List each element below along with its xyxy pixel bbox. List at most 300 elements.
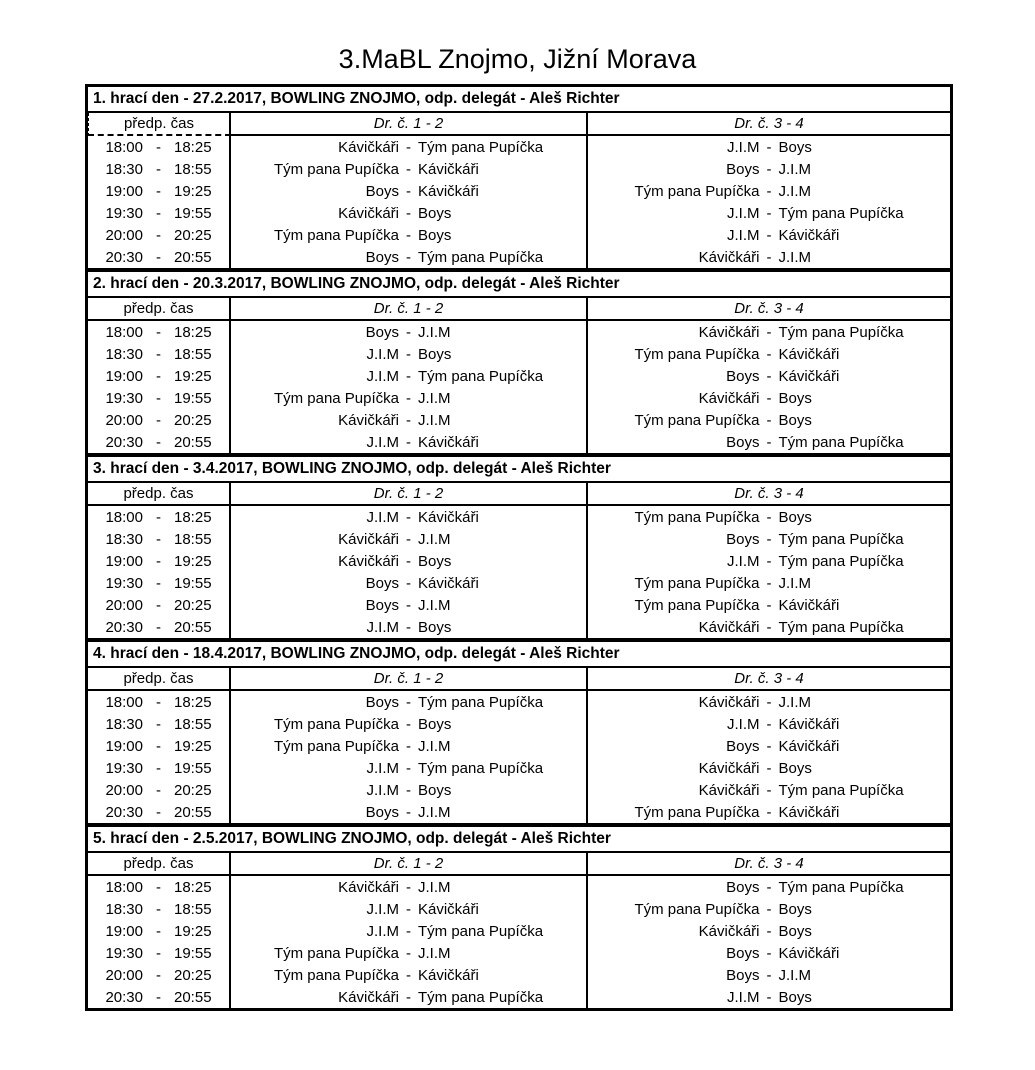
away-team: Kávičkáři: [418, 966, 479, 984]
home-team: Boys: [726, 160, 760, 178]
match-lanes-1-2: [231, 224, 588, 246]
home-team: Boys: [365, 596, 399, 614]
time-cell: [88, 986, 231, 1008]
schedule-row: [88, 365, 950, 387]
time-start: 18:30: [105, 160, 143, 178]
day-header-text: 5. hrací den - 2.5.2017, BOWLING ZNOJMO, odp. delegát - Aleš Richter: [93, 830, 611, 847]
time-separator-dash: -: [156, 922, 161, 940]
time-cell: [88, 876, 231, 898]
away-team: Kávičkáři: [778, 367, 840, 385]
schedule-row: [88, 202, 950, 224]
time-column-header: předp. čas: [88, 483, 231, 506]
match-separator-dash: -: [406, 138, 411, 156]
away-team: J.I.M: [778, 574, 811, 592]
home-team: Kávičkáři: [338, 552, 399, 570]
time-end: 18:55: [174, 345, 212, 363]
away-team: Tým pana Pupíčka: [418, 248, 544, 266]
match-lanes-1-2: [231, 246, 588, 268]
match-separator-dash: -: [766, 878, 772, 896]
away-team: Boys: [778, 138, 812, 156]
home-team: Boys: [365, 803, 399, 821]
away-team: J.I.M: [778, 182, 811, 200]
away-team: J.I.M: [778, 693, 811, 711]
match-lanes-1-2: [231, 365, 588, 387]
schedule-row: [88, 801, 950, 823]
home-team: J.I.M: [366, 900, 399, 918]
time-separator-dash: -: [156, 433, 161, 451]
match-lanes-1-2: [231, 942, 588, 964]
home-team: J.I.M: [366, 781, 399, 799]
match-lanes-3-4: [588, 691, 950, 713]
time-end: 20:55: [174, 803, 212, 821]
time-separator-dash: -: [156, 530, 161, 548]
time-end: 18:25: [174, 138, 212, 156]
match-separator-dash: -: [766, 389, 772, 407]
time-cell: [88, 202, 231, 224]
match-separator-dash: -: [406, 878, 411, 896]
time-column-header: předp. čas: [88, 853, 231, 876]
away-team: Boys: [778, 988, 812, 1006]
match-separator-dash: -: [766, 323, 772, 341]
time-start: 18:00: [105, 878, 143, 896]
day-section: [88, 453, 950, 638]
match-lanes-1-2: [231, 321, 588, 343]
time-separator-dash: -: [156, 966, 161, 984]
away-team: Tým pana Pupíčka: [778, 433, 904, 451]
match-lanes-3-4: [588, 735, 950, 757]
day-section: [88, 638, 950, 823]
away-team: Tým pana Pupíčka: [778, 781, 904, 799]
schedule-row: [88, 409, 950, 431]
column-header-row: [88, 668, 950, 691]
home-team: Tým pana Pupíčka: [273, 226, 399, 244]
match-separator-dash: -: [766, 781, 772, 799]
home-team: Boys: [726, 433, 760, 451]
time-separator-dash: -: [156, 900, 161, 918]
time-cell: [88, 898, 231, 920]
schedule-row: [88, 735, 950, 757]
schedule-row: [88, 594, 950, 616]
match-separator-dash: -: [406, 574, 411, 592]
time-separator-dash: -: [156, 323, 161, 341]
schedule-row: [88, 158, 950, 180]
schedule-row: [88, 757, 950, 779]
home-team: Tým pana Pupíčka: [273, 389, 399, 407]
home-team: Kávičkáři: [698, 248, 760, 266]
time-cell: [88, 691, 231, 713]
time-end: 20:25: [174, 411, 212, 429]
time-start: 19:30: [105, 944, 143, 962]
lanes-3-4-column-header: Dr. č. 3 - 4: [588, 298, 950, 321]
away-team: Kávičkáři: [418, 508, 479, 526]
home-team: Boys: [726, 878, 760, 896]
away-team: Kávičkáři: [418, 900, 479, 918]
match-lanes-3-4: [588, 506, 950, 528]
match-separator-dash: -: [406, 922, 411, 940]
time-start: 20:00: [105, 411, 143, 429]
time-end: 20:25: [174, 596, 212, 614]
time-start: 19:00: [105, 922, 143, 940]
schedule-row: [88, 431, 950, 453]
schedule-row: [88, 713, 950, 735]
time-end: 18:55: [174, 160, 212, 178]
away-team: Kávičkáři: [778, 737, 840, 755]
time-separator-dash: -: [156, 182, 161, 200]
day-rows: [88, 876, 950, 1008]
match-separator-dash: -: [766, 596, 772, 614]
match-lanes-1-2: [231, 964, 588, 986]
home-team: J.I.M: [727, 988, 760, 1006]
schedule-row: [88, 506, 950, 528]
home-team: J.I.M: [727, 226, 760, 244]
time-end: 19:25: [174, 182, 212, 200]
home-team: Tým pana Pupíčka: [634, 182, 760, 200]
away-team: Boys: [778, 389, 812, 407]
home-team: Kávičkáři: [698, 323, 760, 341]
time-separator-dash: -: [156, 508, 161, 526]
match-separator-dash: -: [406, 226, 411, 244]
time-separator-dash: -: [156, 345, 161, 363]
match-lanes-1-2: [231, 158, 588, 180]
match-separator-dash: -: [766, 715, 772, 733]
match-separator-dash: -: [406, 160, 411, 178]
away-team: J.I.M: [778, 160, 811, 178]
away-team: J.I.M: [418, 878, 451, 896]
time-start: 19:30: [105, 389, 143, 407]
match-separator-dash: -: [766, 433, 772, 451]
time-start: 19:00: [105, 182, 143, 200]
match-lanes-3-4: [588, 180, 950, 202]
home-team: J.I.M: [727, 715, 760, 733]
match-lanes-3-4: [588, 528, 950, 550]
match-separator-dash: -: [406, 596, 411, 614]
match-lanes-3-4: [588, 876, 950, 898]
time-end: 19:55: [174, 389, 212, 407]
match-separator-dash: -: [406, 182, 411, 200]
match-separator-dash: -: [766, 552, 772, 570]
away-team: Kávičkáři: [778, 944, 840, 962]
away-team: Tým pana Pupíčka: [418, 138, 544, 156]
match-lanes-1-2: [231, 801, 588, 823]
match-lanes-3-4: [588, 942, 950, 964]
match-lanes-3-4: [588, 594, 950, 616]
time-cell: [88, 180, 231, 202]
match-separator-dash: -: [406, 966, 411, 984]
match-lanes-3-4: [588, 202, 950, 224]
time-start: 19:00: [105, 737, 143, 755]
time-end: 19:55: [174, 944, 212, 962]
match-lanes-3-4: [588, 365, 950, 387]
away-team: Boys: [418, 552, 452, 570]
home-team: Boys: [726, 966, 760, 984]
match-separator-dash: -: [766, 693, 772, 711]
time-start: 20:00: [105, 781, 143, 799]
match-separator-dash: -: [766, 345, 772, 363]
match-separator-dash: -: [406, 781, 411, 799]
schedule-row: [88, 343, 950, 365]
home-team: Tým pana Pupíčka: [273, 737, 399, 755]
match-lanes-1-2: [231, 757, 588, 779]
match-separator-dash: -: [766, 530, 772, 548]
day-rows: [88, 321, 950, 453]
match-lanes-3-4: [588, 920, 950, 942]
time-cell: [88, 594, 231, 616]
time-separator-dash: -: [156, 226, 161, 244]
time-separator-dash: -: [156, 759, 161, 777]
time-cell: [88, 572, 231, 594]
time-cell: [88, 158, 231, 180]
time-start: 18:30: [105, 900, 143, 918]
home-team: Boys: [365, 248, 399, 266]
match-lanes-1-2: [231, 691, 588, 713]
home-team: Kávičkáři: [338, 138, 399, 156]
match-lanes-3-4: [588, 713, 950, 735]
match-separator-dash: -: [406, 248, 411, 266]
time-separator-dash: -: [156, 596, 161, 614]
home-team: Tým pana Pupíčka: [634, 574, 760, 592]
schedule-row: [88, 986, 950, 1008]
match-lanes-1-2: [231, 876, 588, 898]
lanes-1-2-column-header: Dr. č. 1 - 2: [231, 298, 588, 321]
match-lanes-1-2: [231, 528, 588, 550]
time-end: 20:55: [174, 433, 212, 451]
away-team: J.I.M: [418, 737, 451, 755]
time-cell: [88, 321, 231, 343]
match-separator-dash: -: [406, 552, 411, 570]
lanes-3-4-column-header: Dr. č. 3 - 4: [588, 483, 950, 506]
home-team: Tým pana Pupíčka: [634, 596, 760, 614]
time-separator-dash: -: [156, 248, 161, 266]
time-start: 18:00: [105, 508, 143, 526]
schedule-row: [88, 779, 950, 801]
match-lanes-3-4: [588, 801, 950, 823]
away-team: Kávičkáři: [778, 596, 840, 614]
time-separator-dash: -: [156, 737, 161, 755]
away-team: Tým pana Pupíčka: [778, 618, 904, 636]
day-section: [88, 823, 950, 1008]
time-cell: [88, 409, 231, 431]
match-separator-dash: -: [406, 618, 411, 636]
time-separator-dash: -: [156, 618, 161, 636]
away-team: Tým pana Pupíčka: [418, 759, 544, 777]
away-team: Boys: [778, 900, 812, 918]
away-team: Tým pana Pupíčka: [778, 530, 904, 548]
match-lanes-1-2: [231, 387, 588, 409]
schedule-row: [88, 246, 950, 268]
lanes-3-4-column-header: Dr. č. 3 - 4: [588, 113, 950, 136]
match-separator-dash: -: [406, 988, 411, 1006]
home-team: J.I.M: [366, 508, 399, 526]
schedule-row: [88, 180, 950, 202]
home-team: Tým pana Pupíčka: [634, 508, 760, 526]
day-header: [88, 827, 950, 853]
time-cell: [88, 528, 231, 550]
time-start: 20:00: [105, 596, 143, 614]
schedule-row: [88, 964, 950, 986]
time-end: 19:55: [174, 759, 212, 777]
home-team: Kávičkáři: [338, 204, 399, 222]
home-team: J.I.M: [366, 367, 399, 385]
time-end: 19:25: [174, 367, 212, 385]
match-separator-dash: -: [406, 530, 411, 548]
time-end: 20:25: [174, 226, 212, 244]
match-lanes-1-2: [231, 616, 588, 638]
day-header: [88, 457, 950, 483]
time-start: 19:00: [105, 552, 143, 570]
home-team: Kávičkáři: [338, 411, 399, 429]
time-cell: [88, 801, 231, 823]
home-team: Boys: [365, 182, 399, 200]
away-team: J.I.M: [418, 323, 451, 341]
away-team: Kávičkáři: [418, 433, 479, 451]
away-team: Kávičkáři: [778, 715, 840, 733]
match-lanes-3-4: [588, 343, 950, 365]
time-end: 18:55: [174, 715, 212, 733]
home-team: Kávičkáři: [698, 922, 760, 940]
time-end: 19:25: [174, 737, 212, 755]
match-lanes-3-4: [588, 616, 950, 638]
away-team: J.I.M: [418, 530, 451, 548]
match-separator-dash: -: [406, 508, 411, 526]
time-column-header: předp. čas: [88, 113, 231, 136]
match-lanes-1-2: [231, 779, 588, 801]
home-team: Tým pana Pupíčka: [634, 803, 760, 821]
time-end: 19:25: [174, 552, 212, 570]
match-lanes-1-2: [231, 409, 588, 431]
away-team: Tým pana Pupíčka: [778, 323, 904, 341]
time-start: 18:30: [105, 530, 143, 548]
time-separator-dash: -: [156, 204, 161, 222]
day-header: [88, 272, 950, 298]
time-cell: [88, 616, 231, 638]
time-cell: [88, 365, 231, 387]
match-lanes-1-2: [231, 986, 588, 1008]
time-end: 20:55: [174, 988, 212, 1006]
time-separator-dash: -: [156, 389, 161, 407]
home-team: Boys: [365, 323, 399, 341]
match-lanes-3-4: [588, 387, 950, 409]
lanes-1-2-column-header: Dr. č. 1 - 2: [231, 113, 588, 136]
time-cell: [88, 735, 231, 757]
home-team: J.I.M: [366, 922, 399, 940]
away-team: Kávičkáři: [778, 803, 840, 821]
match-separator-dash: -: [766, 966, 772, 984]
column-header-row: [88, 853, 950, 876]
away-team: Tým pana Pupíčka: [778, 552, 904, 570]
schedule-row: [88, 572, 950, 594]
schedule-row: [88, 321, 950, 343]
time-start: 18:30: [105, 345, 143, 363]
home-team: Boys: [726, 737, 760, 755]
day-rows: [88, 506, 950, 638]
match-separator-dash: -: [406, 433, 411, 451]
away-team: Boys: [778, 508, 812, 526]
match-separator-dash: -: [406, 759, 411, 777]
time-cell: [88, 713, 231, 735]
time-start: 18:00: [105, 138, 143, 156]
match-separator-dash: -: [766, 226, 772, 244]
time-start: 18:00: [105, 693, 143, 711]
column-header-row: [88, 483, 950, 506]
home-team: J.I.M: [366, 759, 399, 777]
schedule-row: [88, 136, 950, 158]
match-lanes-1-2: [231, 898, 588, 920]
away-team: Kávičkáři: [778, 226, 840, 244]
time-separator-dash: -: [156, 803, 161, 821]
away-team: Tým pana Pupíčka: [778, 878, 904, 896]
home-team: J.I.M: [366, 433, 399, 451]
time-cell: [88, 506, 231, 528]
match-separator-dash: -: [766, 160, 772, 178]
match-lanes-3-4: [588, 757, 950, 779]
home-team: Kávičkáři: [698, 389, 760, 407]
time-separator-dash: -: [156, 944, 161, 962]
match-lanes-3-4: [588, 779, 950, 801]
match-lanes-3-4: [588, 409, 950, 431]
match-lanes-3-4: [588, 550, 950, 572]
away-team: Boys: [778, 411, 812, 429]
day-section: [88, 268, 950, 453]
away-team: Kávičkáři: [418, 160, 479, 178]
time-start: 18:30: [105, 715, 143, 733]
match-separator-dash: -: [766, 944, 772, 962]
away-team: Tým pana Pupíčka: [418, 988, 544, 1006]
day-header-text: 2. hrací den - 20.3.2017, BOWLING ZNOJMO, odp. delegát - Aleš Richter: [93, 275, 620, 292]
away-team: Boys: [418, 715, 452, 733]
match-separator-dash: -: [766, 248, 772, 266]
match-lanes-1-2: [231, 594, 588, 616]
time-separator-dash: -: [156, 988, 161, 1006]
time-separator-dash: -: [156, 693, 161, 711]
schedule-row: [88, 224, 950, 246]
match-separator-dash: -: [766, 508, 772, 526]
time-end: 18:25: [174, 508, 212, 526]
match-lanes-1-2: [231, 572, 588, 594]
time-end: 18:55: [174, 530, 212, 548]
time-end: 18:25: [174, 323, 212, 341]
match-lanes-3-4: [588, 158, 950, 180]
time-separator-dash: -: [156, 367, 161, 385]
match-lanes-3-4: [588, 224, 950, 246]
away-team: J.I.M: [778, 248, 811, 266]
home-team: J.I.M: [727, 204, 760, 222]
match-lanes-3-4: [588, 246, 950, 268]
day-rows: [88, 691, 950, 823]
day-header-text: 3. hrací den - 3.4.2017, BOWLING ZNOJMO, odp. delegát - Aleš Richter: [93, 460, 611, 477]
time-cell: [88, 779, 231, 801]
away-team: Boys: [778, 759, 812, 777]
time-start: 20:30: [105, 248, 143, 266]
match-lanes-1-2: [231, 343, 588, 365]
schedule-row: [88, 691, 950, 713]
time-cell: [88, 964, 231, 986]
day-header-text: 1. hrací den - 27.2.2017, BOWLING ZNOJMO, odp. delegát - Aleš Richter: [93, 90, 620, 107]
lanes-3-4-column-header: Dr. č. 3 - 4: [588, 853, 950, 876]
page-title: 3.MaBL Znojmo, Jižní Morava: [338, 44, 697, 74]
match-lanes-1-2: [231, 202, 588, 224]
time-column-header: předp. čas: [88, 298, 231, 321]
match-lanes-3-4: [588, 986, 950, 1008]
home-team: Kávičkáři: [698, 781, 760, 799]
time-cell: [88, 942, 231, 964]
home-team: J.I.M: [366, 618, 399, 636]
schedule-table: [85, 84, 953, 1011]
match-separator-dash: -: [766, 182, 772, 200]
away-team: Boys: [418, 226, 452, 244]
away-team: J.I.M: [778, 966, 811, 984]
time-column-header: předp. čas: [88, 668, 231, 691]
lanes-3-4-column-header: Dr. č. 3 - 4: [588, 668, 950, 691]
